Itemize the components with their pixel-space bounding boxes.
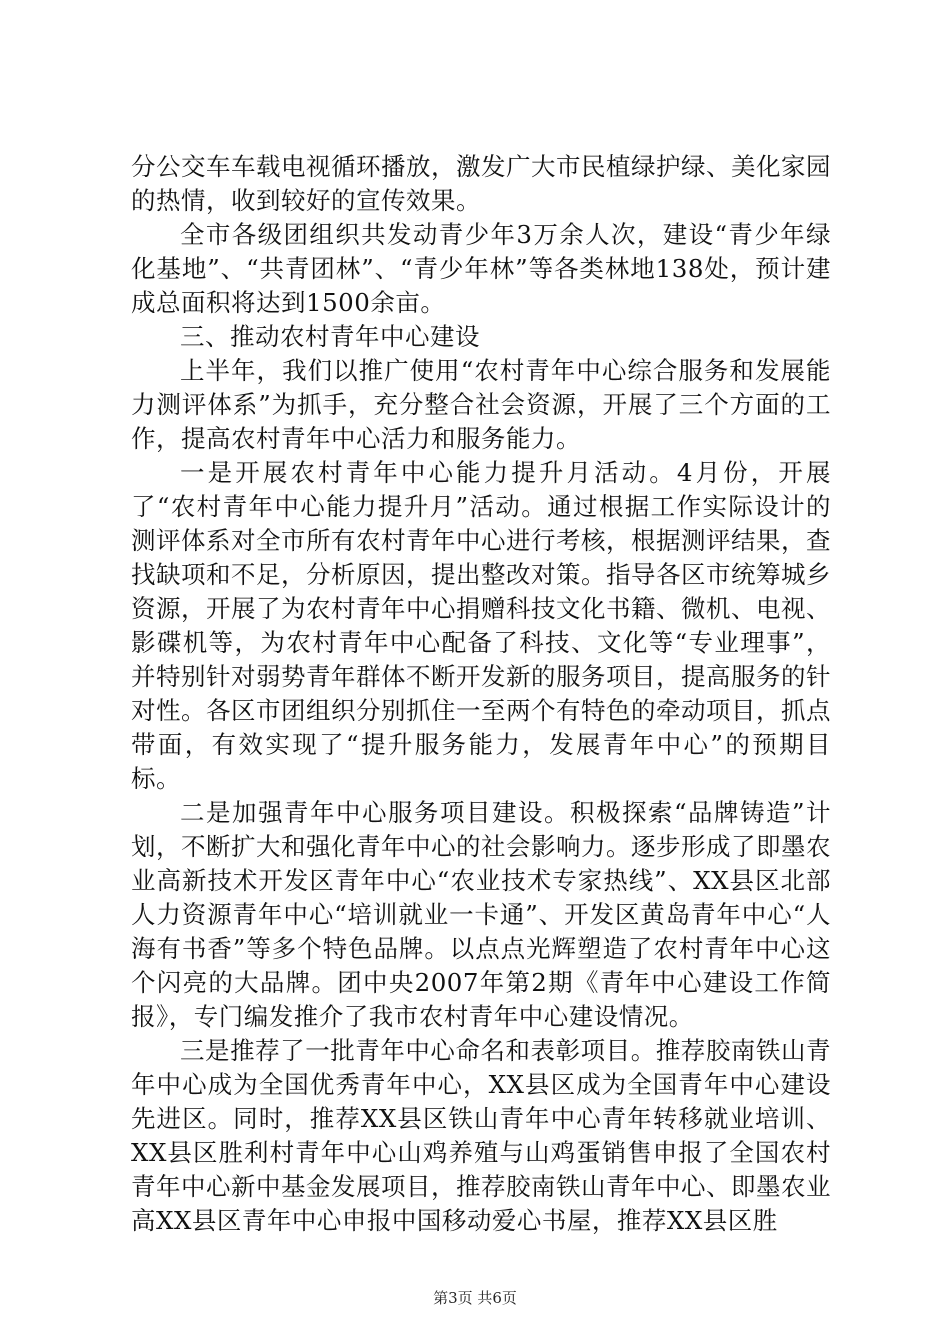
page-number-label: 第3页 共6页 [433,1289,517,1307]
paragraph-item-three: 三是推荐了一批青年中心命名和表彰项目。推荐胶南铁山青年中心成为全国优秀青年中心，XX县区成为全国青年中心建设先进区。同时，推荐XX县区铁山青年中心青年转移就业培训、XX县区胜利村青年中心山鸡养殖与山鸡蛋销售申报了全国农村青年中心新中基金发展项目，推荐胶南铁山青年中心、即墨农业高XX县区青年中心申报中国移动爱心书屋，推荐XX县区胜 [131,1036,831,1235]
section-heading: 三、推动农村青年中心建设 [180,322,480,351]
document-body [131,150,831,1238]
paragraph-intro: 上半年，我们以推广使用“农村青年中心综合服务和发展能力测评体系”为抓手，充分整合社会资源，开展了三个方面的工作，提高农村青年中心活力和服务能力。 [131,356,831,453]
paragraph-item-two: 二是加强青年中心服务项目建设。积极探索“品牌铸造”计划，不断扩大和强化青年中心的社会影响力。逐步形成了即墨农业高新技术开发区青年中心“农业技术专家热线”、XX县区北部人力资源青年中心“培训就业一卡通”、开发区黄岛青年中心“人海有书香”等多个特色品牌。以点点光辉塑造了农村青年中心这个闪亮的大品牌。团中央2007年第2期《青年中心建设工作简报》，专门编发推介了我市农村青年中心建设情况。 [131,798,831,1031]
paragraph-item-one: 一是开展农村青年中心能力提升月活动。4月份，开展了“农村青年中心能力提升月”活动。通过根据工作实际设计的测评体系对全市所有农村青年中心进行考核，根据测评结果，查找缺项和不足，分析原因，提出整改对策。指导各区市统筹城乡资源，开展了为农村青年中心捐赠科技文化书籍、微机、电视、影碟机等，为农村青年中心配备了科技、文化等“专业理事”，并特别针对弱势青年群体不断开发新的服务项目，提高服务的针对性。各区市团组织分别抓住一至两个有特色的牵动项目，抓点带面，有效实现了“提升服务能力，发展青年中心”的预期目标。 [131,458,831,793]
page-footer [0,1287,950,1308]
paragraph-greening-stats: 全市各级团组织共发动青少年3万余人次，建设“青少年绿化基地”、“共青团林”、“青少年林”等各类林地138处，预计建成总面积将达到1500余亩。 [131,220,831,317]
paragraph-continuation: 分公交车车载电视循环播放，激发广大市民植绿护绿、美化家园的热情，收到较好的宣传效果。 [131,152,831,215]
